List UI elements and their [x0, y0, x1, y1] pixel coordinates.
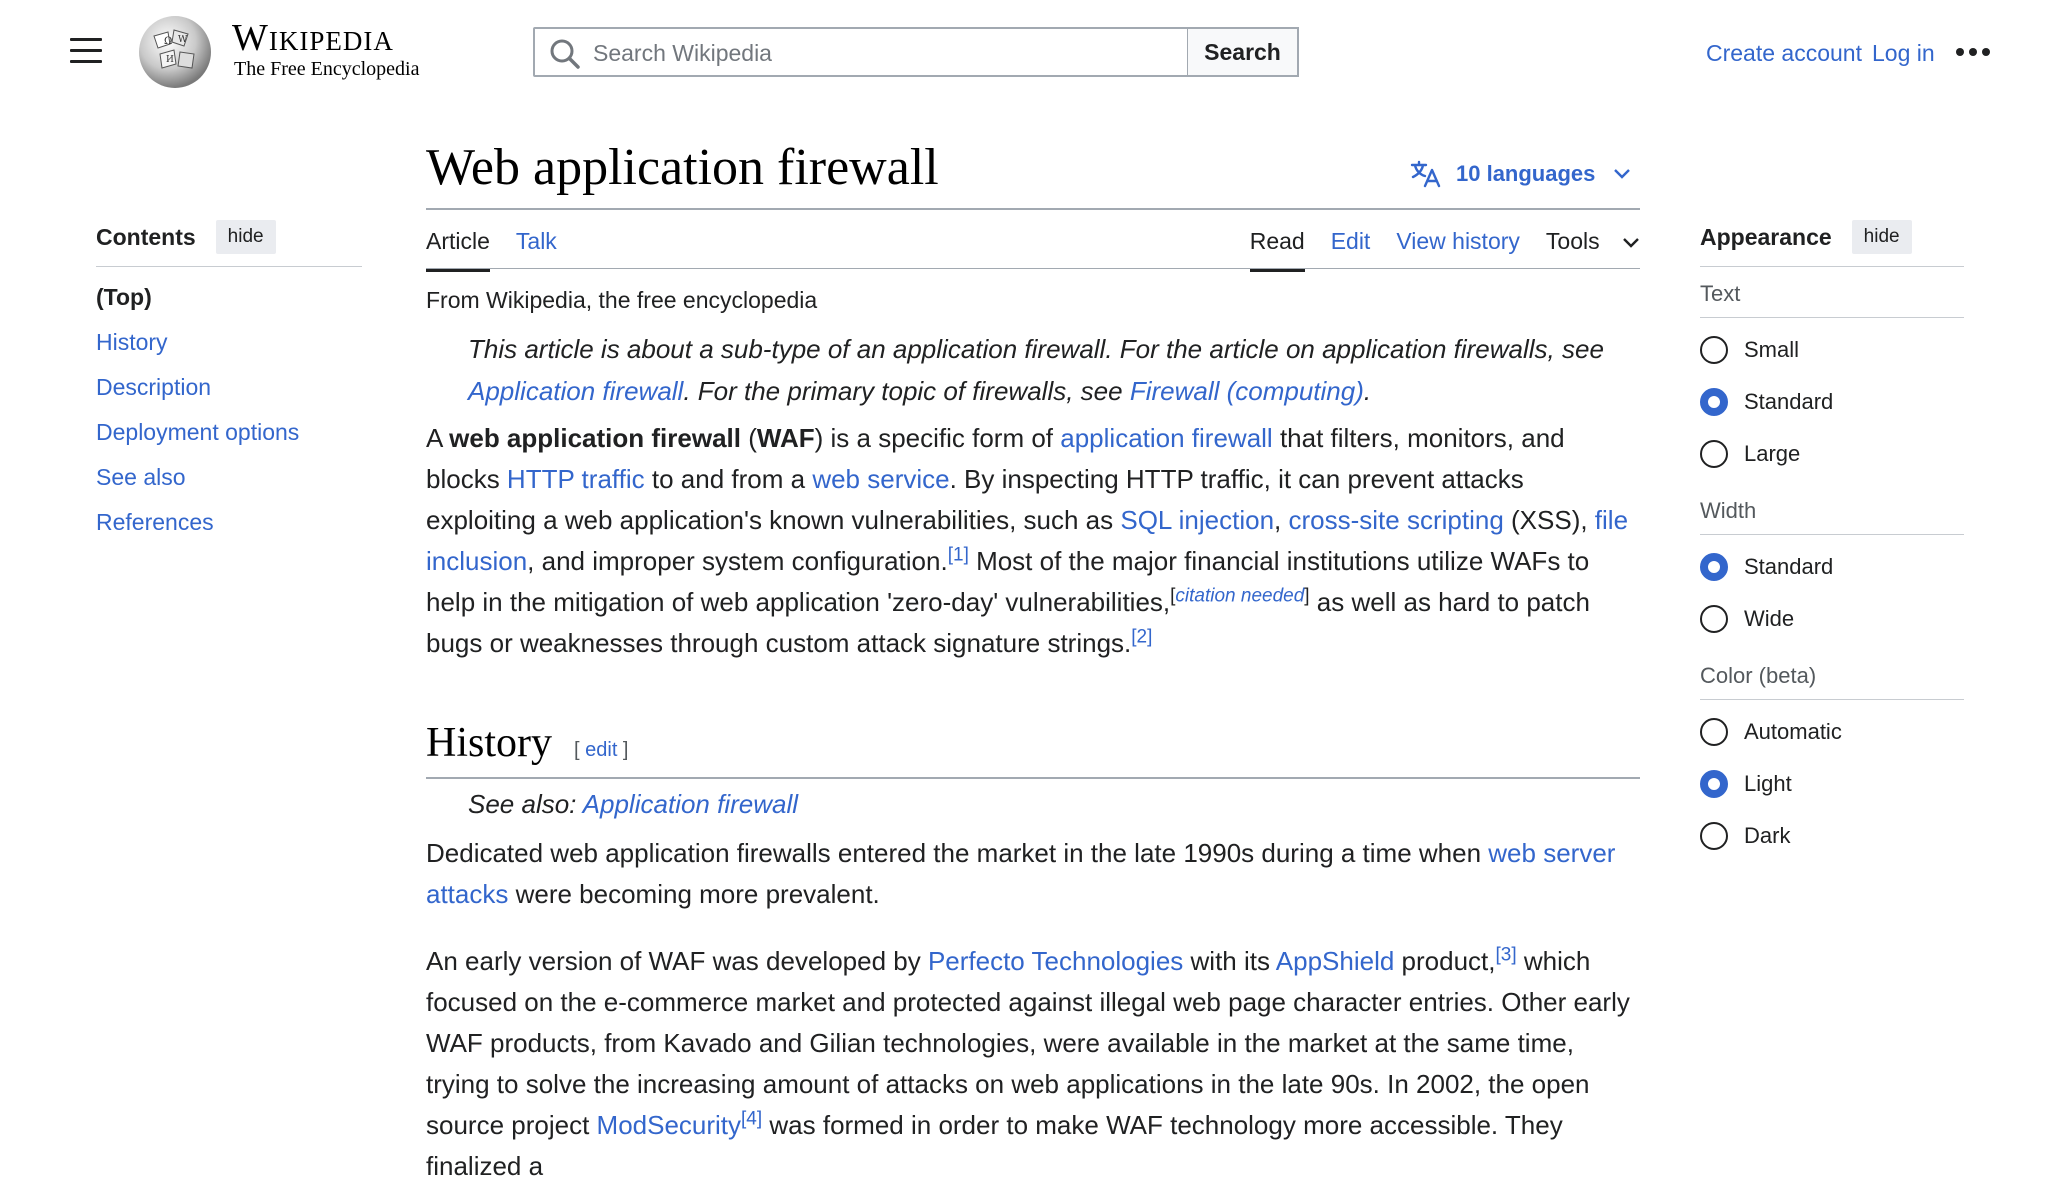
text-size-label: Text: [1700, 267, 1964, 318]
history-edit-section: [ edit ]: [574, 739, 629, 761]
width-standard-option[interactable]: Standard: [1700, 541, 1964, 593]
width-wide-option[interactable]: Wide: [1700, 593, 1964, 645]
radio-icon[interactable]: [1700, 388, 1728, 416]
history-heading: [426, 718, 1640, 779]
text-size-standard-option[interactable]: Standard: [1700, 376, 1964, 428]
search-button[interactable]: Search: [1187, 27, 1299, 77]
color-label: Color (beta): [1700, 649, 1964, 700]
toc-item-deployment-options[interactable]: Deployment options: [96, 419, 300, 445]
more-options-icon[interactable]: [1956, 48, 1990, 58]
history-paragraph-2: An early version of WAF was developed by Perfecto Technologies with its AppShield product,[3] which focused on the e-commerce market and protected against illegal web page character entries. Other early WAF products, from Kavado and Gilian technologies, were available in the market at the same time, trying to solve the increasing amount of attacks on web applications in the late 90s. In 2002, the open source project ModSecurity[4] was formed in order to make WAF technology more accessible. They finalized a: [426, 944, 1630, 1181]
table-of-contents: [96, 220, 362, 553]
toc-item-history[interactable]: History: [96, 329, 168, 355]
toc-list: [96, 283, 362, 553]
toc-item-top[interactable]: (Top): [96, 284, 152, 310]
link-perfecto-technologies[interactable]: Perfecto Technologies: [927, 946, 1184, 976]
link-application-firewall[interactable]: application firewall: [1060, 423, 1273, 453]
link-cross-site-scripting[interactable]: cross-site scripting: [1288, 505, 1504, 535]
radio-icon[interactable]: [1700, 718, 1728, 746]
tab-article[interactable]: Article: [426, 228, 490, 272]
toc-item-description[interactable]: Description: [96, 374, 212, 400]
toc-title: Contents: [96, 223, 196, 250]
width-label: Width: [1700, 484, 1964, 535]
appearance-panel: [1700, 220, 1964, 866]
wikipedia-tagline: The Free Encyclopedia: [234, 58, 420, 80]
toc-item-see-also[interactable]: See also: [96, 464, 186, 490]
text-size-small-option[interactable]: Small: [1700, 324, 1964, 376]
color-light-option[interactable]: Light: [1700, 758, 1964, 810]
text-size-options: [1700, 318, 1964, 480]
citation-needed: [citation needed]: [1170, 585, 1310, 607]
width-options: [1700, 535, 1964, 645]
search-icon: [549, 38, 581, 70]
radio-icon[interactable]: [1700, 553, 1728, 581]
language-count[interactable]: 10 languages: [1456, 161, 1596, 186]
svg-text:W: W: [178, 35, 188, 45]
tools-label: Tools: [1545, 228, 1600, 254]
history-edit-link[interactable]: edit: [585, 739, 618, 761]
appearance-title: Appearance: [1700, 223, 1832, 250]
toc-hide-button[interactable]: hide: [216, 220, 276, 254]
radio-icon[interactable]: [1700, 770, 1728, 798]
tab-tools[interactable]: [1546, 228, 1640, 272]
link-http-traffic[interactable]: HTTP traffic: [506, 464, 645, 494]
radio-icon[interactable]: [1700, 822, 1728, 850]
tab-view-history[interactable]: View history: [1396, 228, 1520, 254]
wikipedia-globe-icon[interactable]: [134, 14, 216, 90]
citation-needed-link[interactable]: citation needed: [1175, 585, 1305, 607]
hatnote-link-firewall-computing[interactable]: Firewall (computing): [1129, 376, 1364, 406]
article-body: [426, 282, 1640, 1187]
citation-2[interactable]: [2]: [1131, 626, 1153, 648]
see-also-application-firewall-link[interactable]: Application firewall: [582, 789, 798, 819]
radio-icon[interactable]: [1700, 440, 1728, 468]
link-appshield[interactable]: AppShield: [1275, 946, 1395, 976]
namespace-tabs: [426, 228, 583, 272]
intro-paragraph: A web application firewall (WAF) is a specific form of application firewall that filters, monitors, and blocks HTTP traffic to and from a web service. By inspecting HTTP traffic, it can prevent attacks exploiting a web application's known vulnerabilities, such as SQL injection, cross-site scripting (XSS), file inclusion, and improper system configuration.[1] Most of the major financial institutions utilize WAFs to help in the mitigation of web application 'zero-day' vulnerabilities,[citation needed] as well as hard to patch bugs or weaknesses through custom attack signature strings.[2]: [426, 423, 1629, 658]
tab-edit[interactable]: Edit: [1330, 228, 1371, 254]
history-paragraph-1: Dedicated web application firewalls entered the market in the late 1990s during a time when web server attacks were becoming more prevalent.: [426, 838, 1616, 909]
page-title: Web application firewall: [426, 139, 939, 196]
link-modsecurity[interactable]: ModSecurity: [596, 1110, 742, 1140]
language-icon: [1410, 160, 1442, 188]
citation-3[interactable]: [3]: [1495, 944, 1517, 966]
radio-icon[interactable]: [1700, 605, 1728, 633]
history-see-also: See also: Application firewall: [468, 789, 798, 819]
svg-text:Ω: Ω: [164, 36, 173, 47]
color-options: [1700, 700, 1964, 862]
svg-text:И: И: [166, 55, 174, 65]
tab-read[interactable]: Read: [1250, 228, 1305, 272]
hatnote: This article is about a sub-type of an application firewall. For the article on application firewalls, see Application firewall. For the primary topic of firewalls, see Firewall (computing).: [468, 334, 1604, 406]
search-input[interactable]: [591, 29, 1185, 77]
link-sql-injection[interactable]: SQL injection: [1120, 505, 1275, 535]
color-dark-option[interactable]: Dark: [1700, 810, 1964, 862]
citation-1[interactable]: [1]: [947, 544, 969, 566]
view-tabs: [1224, 228, 1640, 272]
hatnote-link-application-firewall[interactable]: Application firewall: [468, 376, 684, 406]
color-automatic-option[interactable]: Automatic: [1700, 706, 1964, 758]
log-in-link[interactable]: Log in: [1872, 40, 1935, 66]
appearance-hide-button[interactable]: hide: [1852, 220, 1912, 254]
wikipedia-wordmark[interactable]: Wikipedia: [232, 17, 394, 59]
radio-icon[interactable]: [1700, 336, 1728, 364]
appearance-header: [1700, 220, 1964, 267]
language-selector-button[interactable]: [1410, 160, 1645, 188]
link-web-server-attacks[interactable]: web server attacks: [426, 838, 1616, 909]
link-web-service[interactable]: web service: [812, 464, 950, 494]
toc-item-references[interactable]: References: [96, 509, 214, 535]
link-file-inclusion[interactable]: file inclusion: [426, 505, 1629, 576]
history-heading-text: History: [426, 720, 552, 766]
title-divider: [426, 208, 1640, 210]
site-tagline: From Wikipedia, the free encyclopedia: [426, 287, 818, 313]
chevron-down-icon: [1622, 237, 1640, 249]
text-size-large-option[interactable]: Large: [1700, 428, 1964, 480]
search-form: [533, 27, 1299, 77]
main-menu-icon[interactable]: [70, 38, 102, 68]
tab-talk[interactable]: Talk: [515, 228, 557, 254]
search-box[interactable]: [533, 27, 1191, 77]
tabs-divider: [426, 268, 1640, 269]
toc-header: [96, 220, 362, 267]
create-account-link[interactable]: Create account: [1706, 40, 1862, 66]
citation-4[interactable]: [4]: [741, 1108, 763, 1130]
chevron-down-icon: [1613, 168, 1631, 180]
